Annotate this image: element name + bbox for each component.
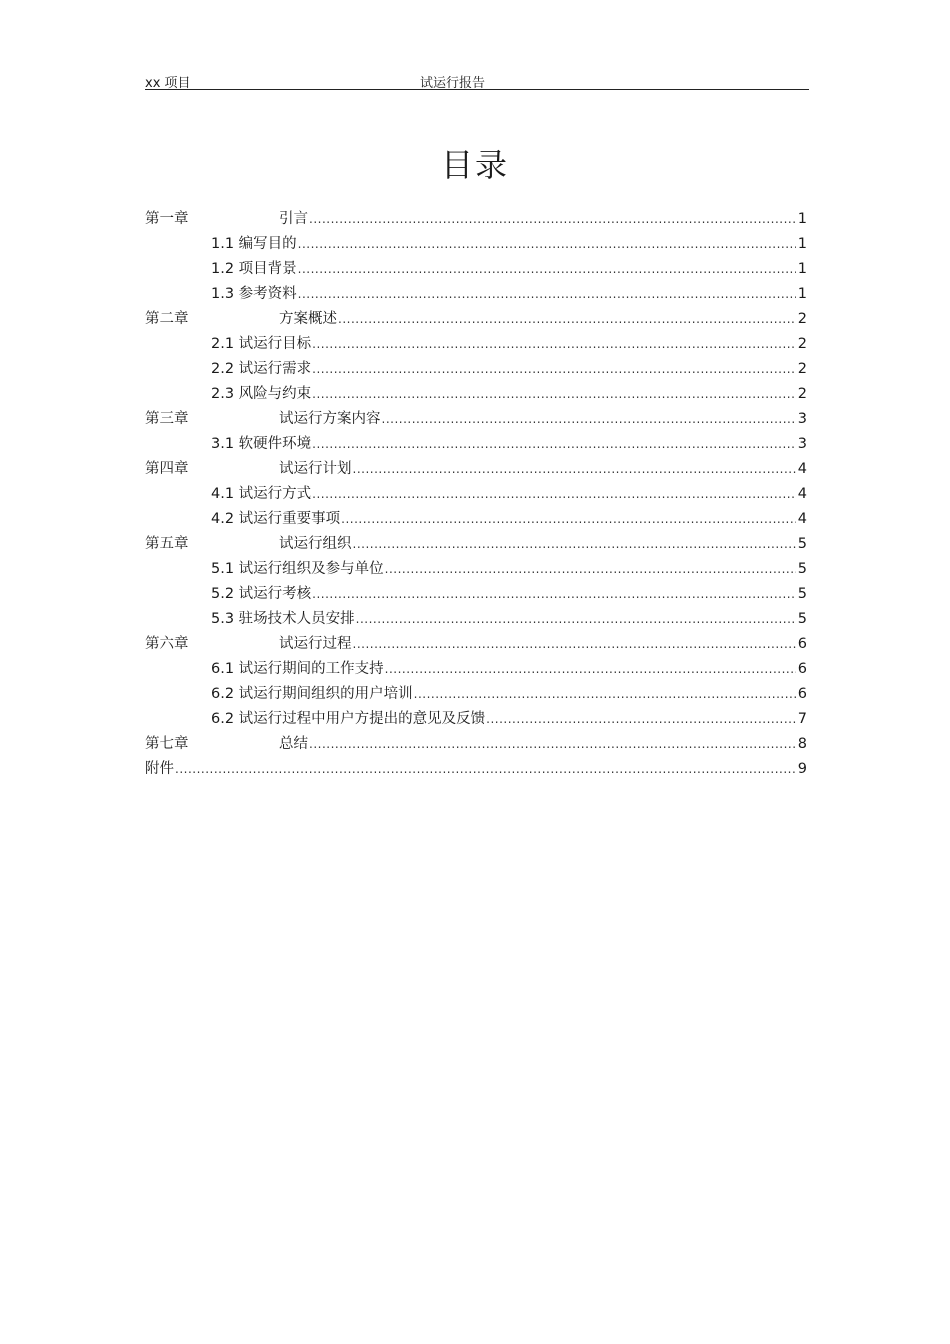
toc-chapter-number: 第七章 <box>145 736 189 752</box>
toc-section-entry[interactable] <box>145 479 807 504</box>
toc-entry-label: 2.2 试运行需求 <box>211 361 312 377</box>
toc-page-number: 1 <box>797 261 807 277</box>
toc-page-number: 5 <box>797 536 807 552</box>
toc-entry-label: 4.1 试运行方式 <box>211 486 312 502</box>
toc-dot-leader <box>353 459 797 479</box>
toc-dot-leader <box>309 734 796 754</box>
toc-page-number: 2 <box>797 361 807 377</box>
toc-dot-leader <box>382 409 797 429</box>
toc-page-number: 6 <box>797 636 807 652</box>
toc-dot-leader <box>353 534 797 554</box>
toc-entry-label: 试运行组织 <box>279 536 352 552</box>
toc-page-number: 2 <box>797 311 807 327</box>
table-of-contents <box>145 204 807 779</box>
toc-title: 目录 <box>440 146 509 184</box>
toc-page-number: 5 <box>797 611 807 627</box>
toc-chapter-number: 第二章 <box>145 311 189 327</box>
toc-page-number: 1 <box>797 236 807 252</box>
toc-dot-leader <box>414 684 796 704</box>
toc-entry-label: 方案概述 <box>279 311 337 327</box>
toc-page-number: 3 <box>797 411 807 427</box>
toc-section-entry[interactable] <box>145 229 807 254</box>
toc-entry-label: 试运行方案内容 <box>279 411 381 427</box>
toc-section-entry[interactable] <box>145 704 807 729</box>
toc-page-number: 3 <box>797 436 807 452</box>
toc-page-number: 7 <box>797 711 807 727</box>
toc-entry-label: 试运行过程 <box>279 636 352 652</box>
toc-entry-label: 附件 <box>145 761 174 777</box>
toc-chapter-entry[interactable] <box>145 529 807 554</box>
toc-entry-label: 引言 <box>279 211 308 227</box>
toc-dot-leader <box>312 359 796 379</box>
header-project-name: xx 项目 <box>145 76 191 91</box>
toc-page-number: 9 <box>797 761 807 777</box>
toc-page-number: 5 <box>797 586 807 602</box>
toc-dot-leader <box>385 559 796 579</box>
toc-dot-leader <box>385 659 796 679</box>
toc-entry-label: 6.2 试运行过程中用户方提出的意见及反馈 <box>211 711 486 727</box>
toc-entry-label: 试运行计划 <box>279 461 352 477</box>
toc-dot-leader <box>309 209 796 229</box>
toc-section-entry[interactable] <box>145 354 807 379</box>
toc-page-number: 2 <box>797 386 807 402</box>
toc-section-entry[interactable] <box>145 379 807 404</box>
toc-dot-leader <box>486 709 796 729</box>
toc-section-entry[interactable] <box>145 504 807 529</box>
toc-dot-leader <box>312 584 796 604</box>
toc-chapter-entry[interactable] <box>145 404 807 429</box>
toc-chapter-entry[interactable] <box>145 729 807 754</box>
toc-entry-label: 1.2 项目背景 <box>211 261 297 277</box>
toc-dot-leader <box>338 309 796 329</box>
toc-page-number: 6 <box>797 686 807 702</box>
toc-dot-leader <box>175 759 796 779</box>
toc-chapter-number: 第四章 <box>145 461 189 477</box>
toc-chapter-entry[interactable] <box>145 629 807 654</box>
toc-entry-label: 3.1 软硬件环境 <box>211 436 312 452</box>
toc-dot-leader <box>312 484 796 504</box>
toc-dot-leader <box>298 234 796 254</box>
toc-section-entry[interactable] <box>145 679 807 704</box>
page-header <box>145 72 809 90</box>
toc-entry-label: 2.3 风险与约束 <box>211 386 312 402</box>
toc-dot-leader <box>312 434 796 454</box>
toc-chapter-entry[interactable] <box>145 454 807 479</box>
toc-dot-leader <box>356 609 796 629</box>
toc-dot-leader <box>298 259 796 279</box>
toc-page-number: 4 <box>797 511 807 527</box>
toc-entry-label: 5.2 试运行考核 <box>211 586 312 602</box>
toc-entry[interactable] <box>145 754 807 779</box>
toc-chapter-number: 第五章 <box>145 536 189 552</box>
toc-page-number: 4 <box>797 486 807 502</box>
toc-entry-label: 4.2 试运行重要事项 <box>211 511 341 527</box>
toc-page-number: 8 <box>797 736 807 752</box>
toc-chapter-entry[interactable] <box>145 304 807 329</box>
toc-page-number: 5 <box>797 561 807 577</box>
toc-entry-label: 6.1 试运行期间的工作支持 <box>211 661 384 677</box>
toc-section-entry[interactable] <box>145 279 807 304</box>
toc-entry-label: 总结 <box>279 736 308 752</box>
toc-section-entry[interactable] <box>145 429 807 454</box>
toc-entry-label: 2.1 试运行目标 <box>211 336 312 352</box>
toc-dot-leader <box>312 334 796 354</box>
toc-section-entry[interactable] <box>145 604 807 629</box>
toc-chapter-number: 第三章 <box>145 411 189 427</box>
toc-section-entry[interactable] <box>145 579 807 604</box>
toc-dot-leader <box>298 284 796 304</box>
toc-dot-leader <box>312 384 796 404</box>
toc-chapter-entry[interactable] <box>145 204 807 229</box>
toc-entry-label: 1.3 参考资料 <box>211 286 297 302</box>
toc-section-entry[interactable] <box>145 329 807 354</box>
toc-page-number: 1 <box>797 211 807 227</box>
header-document-title: 试运行报告 <box>420 76 486 91</box>
toc-section-entry[interactable] <box>145 654 807 679</box>
toc-page-number: 1 <box>797 286 807 302</box>
toc-chapter-number: 第六章 <box>145 636 189 652</box>
toc-section-entry[interactable] <box>145 254 807 279</box>
toc-section-entry[interactable] <box>145 554 807 579</box>
toc-entry-label: 5.3 驻场技术人员安排 <box>211 611 355 627</box>
toc-dot-leader <box>341 509 796 529</box>
toc-chapter-number: 第一章 <box>145 211 189 227</box>
toc-entry-label: 5.1 试运行组织及参与单位 <box>211 561 384 577</box>
toc-page-number: 6 <box>797 661 807 677</box>
toc-dot-leader <box>353 634 797 654</box>
toc-page-number: 4 <box>797 461 807 477</box>
toc-entry-label: 1.1 编写目的 <box>211 236 297 252</box>
toc-page-number: 2 <box>797 336 807 352</box>
toc-entry-label: 6.2 试运行期间组织的用户培训 <box>211 686 413 702</box>
